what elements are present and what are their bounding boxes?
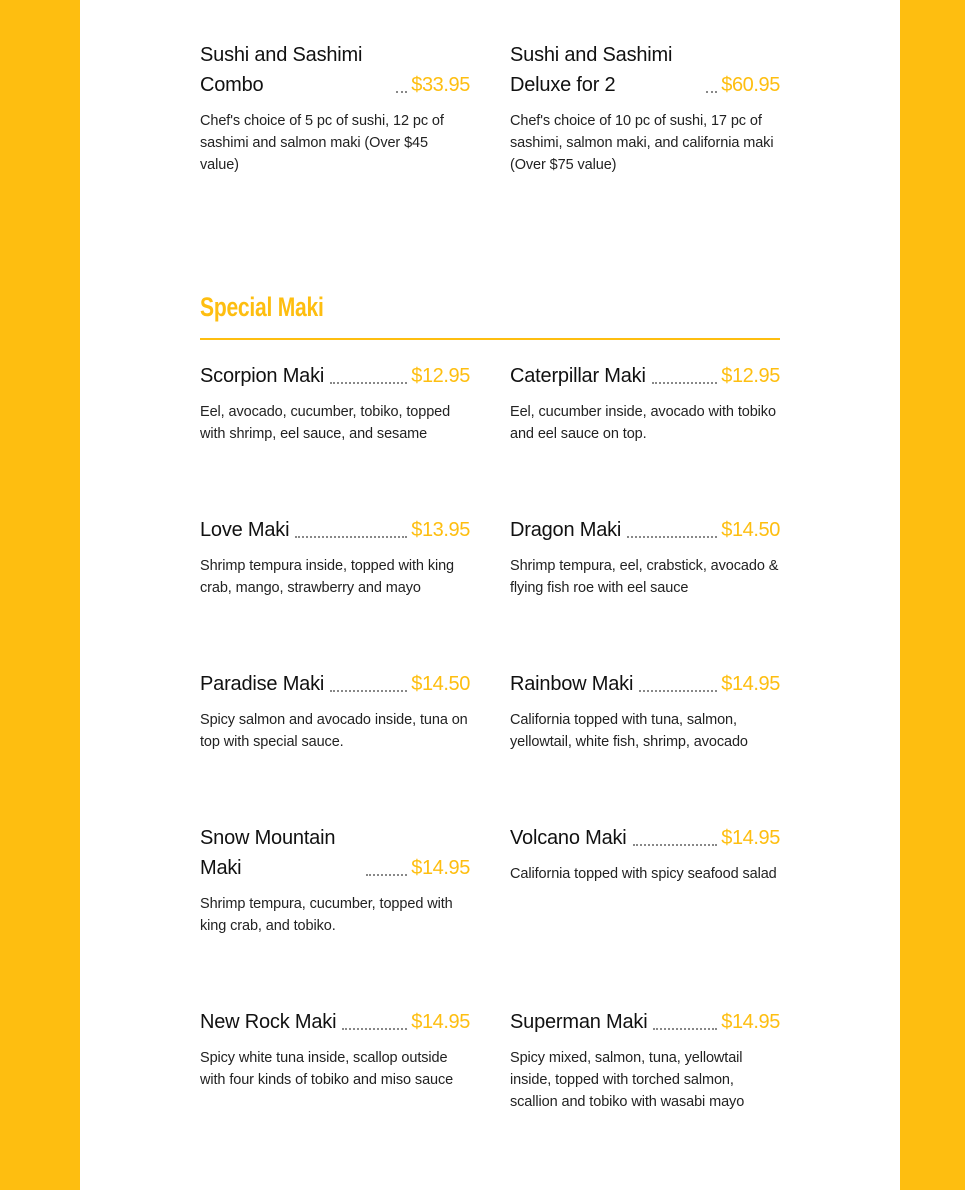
menu-item-price: $13.95 — [411, 519, 470, 541]
leader-dots — [633, 844, 718, 846]
menu-item-price: $12.95 — [721, 365, 780, 387]
menu-item-price: $14.95 — [721, 673, 780, 695]
menu-item-header — [200, 361, 470, 391]
menu-item-header — [510, 669, 780, 699]
menu-item-price: $14.50 — [411, 673, 470, 695]
menu-item-price: $14.95 — [721, 1011, 780, 1033]
menu-item-price: $14.95 — [411, 1011, 470, 1033]
menu-item-name: Scorpion Maki — [200, 365, 325, 387]
menu-item-description: California topped with tuna, salmon, yellowtail, white fish, shrimp, avocado — [510, 712, 748, 750]
menu-item — [510, 515, 780, 599]
menu-item — [200, 515, 470, 599]
menu-item — [200, 361, 470, 445]
leader-dots — [639, 690, 717, 692]
leader-dots — [652, 382, 717, 384]
menu-item-header — [200, 40, 470, 100]
menu-item-description: Chef's choice of 5 pc of sushi, 12 pc of sashimi and salmon maki (Over $45 value) — [200, 113, 444, 173]
menu-item-name: New Rock Maki — [200, 1011, 337, 1033]
menu-item-combo — [200, 40, 470, 176]
menu-item-description: Eel, cucumber inside, avocado with tobiko and eel sauce on top. — [510, 404, 776, 442]
leader-dots — [653, 1028, 717, 1030]
menu-item — [510, 361, 780, 445]
menu-page — [80, 0, 900, 1190]
menu-item — [200, 669, 470, 753]
menu-item-header — [200, 669, 470, 699]
menu-item-price: $14.95 — [411, 857, 470, 879]
menu-item-name: Snow Mountain Maki — [200, 827, 336, 879]
menu-item-description: Chef's choice of 10 pc of sushi, 17 pc of sashimi, salmon maki, and california maki (Over $75 value) — [510, 113, 774, 173]
menu-item-price: $33.95 — [411, 74, 470, 96]
menu-item-header — [510, 361, 780, 391]
menu-item-deluxe — [510, 40, 780, 176]
leader-dots — [342, 1028, 407, 1030]
menu-item-name: Sushi and Sashimi Combo — [200, 44, 363, 96]
menu-item-name: Volcano Maki — [510, 827, 627, 849]
leader-dots — [627, 536, 717, 538]
leader-dots — [330, 382, 407, 384]
menu-item-header — [200, 1007, 470, 1037]
menu-item-name: Sushi and Sashimi Deluxe for 2 — [510, 44, 673, 96]
menu-item-description: Spicy white tuna inside, scallop outside with four kinds of tobiko and miso sauce — [200, 1050, 454, 1088]
menu-item-name: Caterpillar Maki — [510, 365, 646, 387]
leader-dots — [295, 536, 407, 538]
leader-dots — [330, 690, 407, 692]
menu-item-description: Spicy mixed, salmon, tuna, yellowtail inside, topped with torched salmon, scallion and tobiko with wasabi mayo — [510, 1050, 745, 1110]
menu-item-price: $12.95 — [411, 365, 470, 387]
menu-item — [510, 1007, 780, 1113]
section-divider — [200, 338, 780, 340]
menu-item-description: California topped with spicy seafood salad — [510, 866, 777, 882]
menu-item-description: Shrimp tempura, cucumber, topped with king crab, and tobiko. — [200, 896, 453, 934]
leader-dots — [366, 874, 407, 876]
menu-item-header — [510, 1007, 780, 1037]
menu-item-description: Shrimp tempura inside, topped with king crab, mango, strawberry and mayo — [200, 558, 455, 596]
menu-item — [510, 823, 780, 885]
menu-item — [510, 669, 780, 753]
menu-item-name: Dragon Maki — [510, 519, 622, 541]
menu-item-description: Shrimp tempura, eel, crabstick, avocado & flying fish roe with eel sauce — [510, 558, 779, 596]
menu-item-price: $14.50 — [721, 519, 780, 541]
menu-item-header — [200, 823, 470, 883]
menu-item-name: Love Maki — [200, 519, 290, 541]
leader-dots — [396, 91, 407, 93]
menu-item-description: Spicy salmon and avocado inside, tuna on top with special sauce. — [200, 712, 468, 750]
menu-item-name: Rainbow Maki — [510, 673, 634, 695]
menu-item-header — [510, 40, 780, 100]
menu-item-header — [510, 515, 780, 545]
menu-item-description: Eel, avocado, cucumber, tobiko, topped with shrimp, eel sauce, and sesame — [200, 404, 451, 442]
menu-item-header — [510, 823, 780, 853]
menu-item-name: Superman Maki — [510, 1011, 648, 1033]
menu-item-header — [200, 515, 470, 545]
menu-item-name: Paradise Maki — [200, 673, 325, 695]
menu-item — [200, 1007, 470, 1091]
menu-item-price: $14.95 — [721, 827, 780, 849]
leader-dots — [706, 91, 717, 93]
menu-item — [200, 823, 470, 937]
menu-item-price: $60.95 — [721, 74, 780, 96]
section-title: Special Maki — [200, 292, 324, 322]
